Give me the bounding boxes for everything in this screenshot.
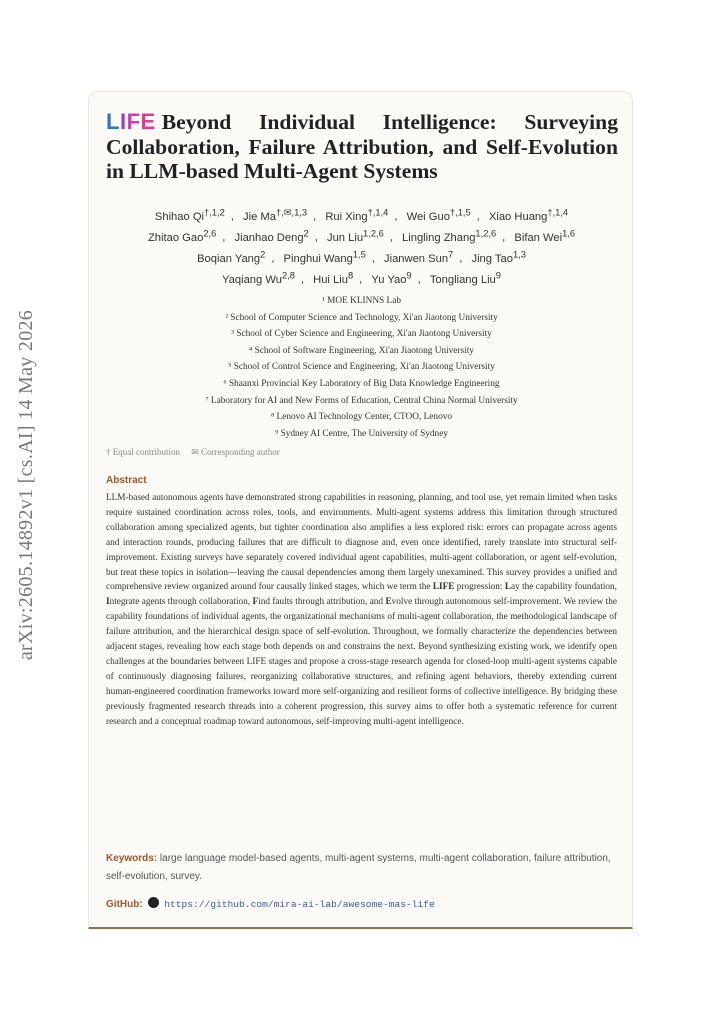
github-link[interactable]: https://github.com/mira-ai-lab/awesome-mas-life bbox=[164, 899, 435, 910]
equal-contribution-note: † Equal contribution bbox=[106, 447, 180, 457]
affiliation: ⁶ Shaanxi Provincial Key Laboratory of Big Data Knowledge Engineering bbox=[223, 378, 500, 389]
author-notes bbox=[106, 447, 280, 458]
affiliation: ⁴ School of Software Engineering, Xi'an Jiaotong University bbox=[249, 345, 474, 356]
author: Jun Liu$^{1,2,6}$ bbox=[326, 228, 384, 244]
affiliation: ⁸ Lenovo AI Technology Center, CTOO, Lenovo bbox=[270, 412, 453, 423]
logo-letter-i: I bbox=[119, 109, 127, 134]
author-row: Shihao $Qi^{\dagger,1,2}$ , Jie $Ma^{\dagger,✉,1,3}$ , Rui Xing$^{\dagger,1,4}$ , Wei Guo$^{\dagger,1,5}$ , Xiao Huang$^{\dagger,1,4}$ bbox=[154, 207, 569, 223]
author: Xiao Huang$^{\dagger,1,4}$ bbox=[488, 207, 569, 223]
affiliation: ¹ MOE KLINNS Lab bbox=[322, 296, 401, 306]
affiliation: ⁹ Sydney AI Centre, The University of Sydney bbox=[275, 428, 448, 439]
author-row: Yaqiang Wu$^{2,8}$ , Hui Liu$^8$ , Yu Yao$^9$ , Tongliang Liu$^9$ bbox=[222, 270, 501, 286]
logo-letter-f: F bbox=[126, 109, 141, 134]
author: Tongliang Liu$^9$ bbox=[429, 270, 501, 286]
affiliation: ⁷ Laboratory for AI and New Forms of Education, Central China Normal University bbox=[205, 395, 518, 406]
title-text: Beyond Individual Intelligence: Surveying Collaboration, Failure Attribution, and Self-Evolution in LLM-based Multi-Agent Systems bbox=[106, 110, 618, 183]
author: Jing Tao$^{1,3}$ bbox=[471, 249, 526, 265]
author: Boqian Yang$^2$ bbox=[197, 249, 266, 265]
abstract-heading: Abstract bbox=[106, 475, 147, 486]
life-logo bbox=[106, 109, 156, 134]
author-list bbox=[99, 202, 624, 286]
affiliation: ⁵ School of Control Science and Engineering, Xi'an Jiaotong University bbox=[228, 362, 495, 373]
paper-card bbox=[88, 91, 633, 929]
github-icon bbox=[148, 897, 159, 908]
logo-letter-l: L bbox=[106, 109, 120, 134]
github-line bbox=[106, 897, 435, 910]
affiliation: ³ School of Cyber Science and Engineering, Xi'an Jiaotong University bbox=[231, 329, 492, 340]
arxiv-identifier: arXiv:2605.14892v1 [cs.AI] 14 May 2026 bbox=[15, 309, 37, 661]
author: Jianhao Deng$^2$ bbox=[234, 228, 309, 244]
author: Shihao $Qi^{\dagger,1,2}$ bbox=[154, 207, 225, 223]
keywords bbox=[106, 850, 617, 886]
author: Rui Xing$^{\dagger,1,4}$ bbox=[325, 207, 389, 223]
author: Wei Guo$^{\dagger,1,5}$ bbox=[406, 207, 471, 223]
author: Zhitao Gao$^{2,6}$ bbox=[147, 228, 217, 244]
affiliation-list bbox=[99, 293, 624, 442]
github-label: GitHub: bbox=[106, 899, 143, 910]
author: Lingling Zhang$^{1,2,6}$ bbox=[402, 228, 497, 244]
abstract-body: LLM-based autonomous agents have demonstrated strong capabilities in reasoning, planning, and tool use, yet remain limited when tasks require sustained coordination across roles, tools, and environments. Multi-agent systems address this limitation through structured collaboration among specialized agents, but tighter coordination also amplifies a less explored risk: errors can propagate across agents and interaction rounds, producing failures that are difficult to diagnose and, even once identified, rarely translate into structural self-improvement. Existing surveys have separately covered individual agent capabilities, multi-agent collaboration, or agent self-evolution, but treat these topics in isolation—leaving the causal dependencies among them largely unexamined. This survey provides a unified and comprehensive review organized around four causally linked stages, which we term the LIFE progression: Lay the capability foundation, Integrate agents through collaboration, Find faults through attribution, and Evolve through autonomous self-improvement. We review the capability foundations of individual agents, the organizational mechanisms of multi-agent collaboration, the methodological landscape of failure attribution, and the hierarchical design space of self-evolution. Throughout, we formally characterize the dependencies between adjacent stages, revealing how each stage both depends on and constrains the next. Beyond synthesizing existing work, we identify open challenges at the boundaries between LIFE stages and propose a cross-stage research agenda for closed-loop multi-agent systems capable of continuously diagnosing failures, reorganizing collaborative structures, and refining agent behaviors, thereby extending current human-engineered coordination frameworks toward more self-organizing and resilient forms of collective intelligence. By bridging these previously fragmented research threads into a coherent progression, this survey aims to offer both a systematic reference for current research and a conceptual roadmap toward autonomous, self-improving multi-agent intelligence. bbox=[106, 493, 617, 727]
author: Jianwen Sun$^7$ bbox=[383, 249, 454, 265]
paper-title bbox=[106, 110, 618, 184]
author: Yaqiang Wu$^{2,8}$ bbox=[222, 270, 295, 286]
author: Pinghui Wang$^{1,5}$ bbox=[283, 249, 366, 265]
author: Yu Yao$^9$ bbox=[371, 270, 412, 286]
keywords-label: Keywords: bbox=[106, 853, 158, 864]
author-row: Zhitao Gao$^{2,6}$ , Jianhao Deng$^2$ , Jun Liu$^{1,2,6}$ , Lingling Zhang$^{1,2,6}$ , Bifan Wei$^{1,6}$ bbox=[147, 228, 576, 244]
author: Hui Liu$^8$ bbox=[313, 270, 354, 286]
keywords-text: large language model-based agents, multi-agent systems, multi-agent collaboration, failure attribution, self-evolution, survey. bbox=[106, 853, 611, 882]
author: Bifan Wei$^{1,6}$ bbox=[514, 228, 576, 244]
corresponding-author-note: ✉ Corresponding author bbox=[191, 447, 280, 457]
logo-letter-e: E bbox=[140, 109, 156, 134]
author: Jie $Ma^{\dagger,✉,1,3}$ bbox=[243, 207, 308, 223]
affiliation: ² School of Computer Science and Technology, Xi'an Jiaotong University bbox=[225, 312, 498, 323]
author-row: Boqian Yang$^2$ , Pinghui Wang$^{1,5}$ , Jianwen Sun$^7$ , Jing Tao$^{1,3}$ bbox=[197, 249, 526, 265]
